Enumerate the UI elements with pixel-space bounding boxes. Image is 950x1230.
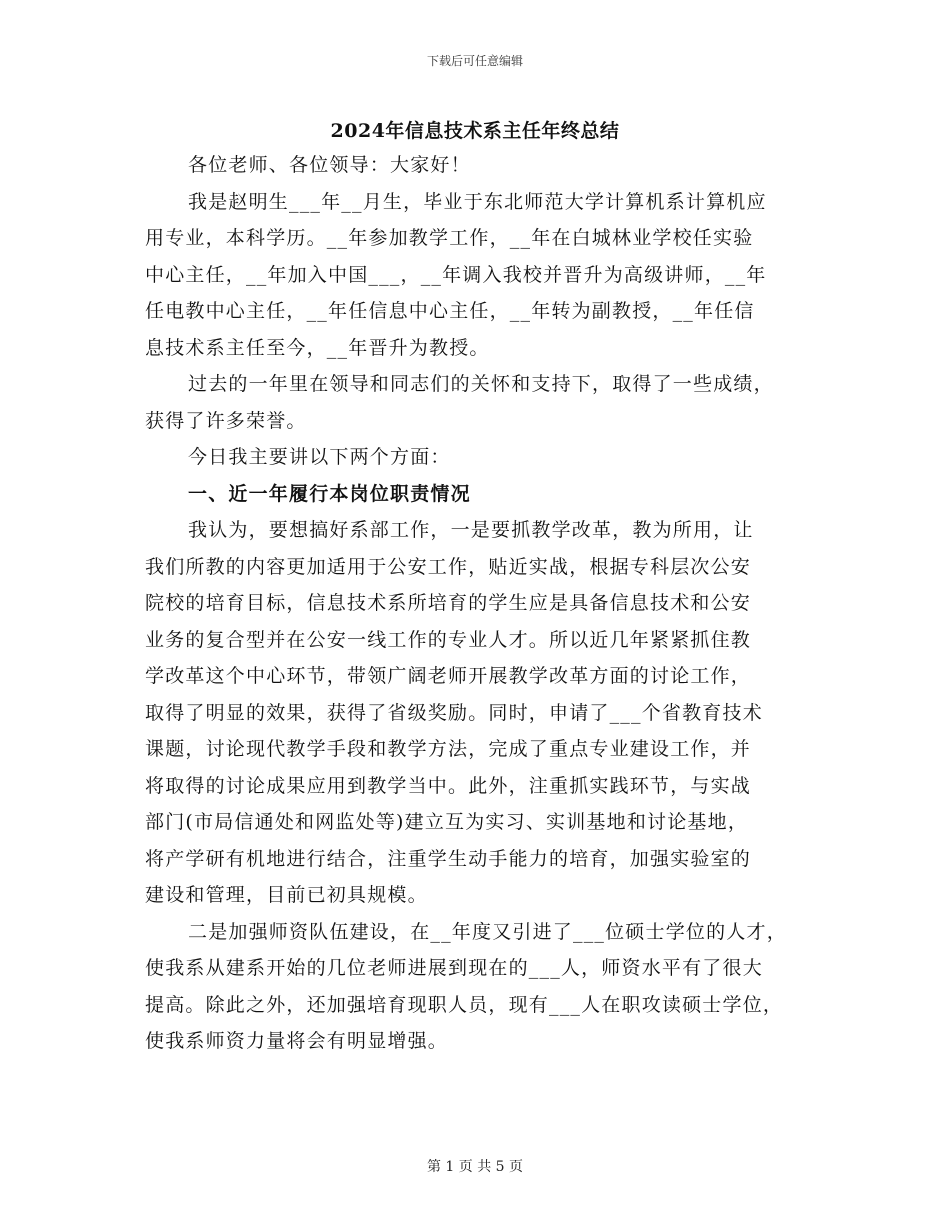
paragraph-line: 我是赵明生___年__月生，毕业于东北师范大学计算机系计算机应 — [188, 190, 767, 213]
paragraph-line: 我们所教的内容更加适用于公安工作，贴近实战，根据专科层次公安 — [145, 555, 752, 578]
paragraph-line: 息技术系主任至今，__年晋升为教授。 — [145, 336, 490, 359]
page-number: 第 1 页 共 5 页 — [426, 1159, 524, 1175]
paragraph-line: 中心主任，__年加入中国___，__年调入我校并晋升为高级讲师，__年 — [145, 263, 767, 286]
paragraph-line: 提高。除此之外，还加强培育现职人员，现有___人在职攻读硕士学位， — [145, 993, 784, 1016]
paragraph-line: 使我系师资力量将会有明显增强。 — [145, 1030, 449, 1052]
paragraph-line: 课题，讨论现代教学手段和教学方法，完成了重点专业建设工作，并 — [145, 738, 752, 760]
document-body — [145, 147, 825, 1060]
paragraph-line: 将产学研有机地进行结合，注重学生动手能力的培育，加强实验室的 — [145, 847, 752, 870]
page-header: 下载后可任意编辑 — [426, 54, 523, 68]
paragraph-line: 取得了明显的效果，获得了省级奖励。同时，申请了___个省教育技术 — [145, 701, 763, 724]
paragraph-teaching-reform — [145, 512, 825, 914]
paragraph-outline — [145, 439, 825, 476]
paragraph-line: 使我系从建系开始的几位老师进展到现在的___人，师资水平有了很大 — [145, 957, 763, 979]
paragraph-line: 将取得的讨论成果应用到教学当中。此外，注重抓实践环节，与实战 — [145, 774, 752, 797]
paragraph-past-year — [145, 366, 825, 439]
paragraph-line: 我认为，要想搞好系部工作，一是要抓教学改革，教为所用，让 — [188, 519, 754, 541]
section-heading — [145, 476, 825, 513]
paragraph-line: 部门(市局信通处和网监处等)建立互为实习、实训基地和讨论基地， — [145, 811, 749, 833]
paragraph-line: 获得了许多荣誉。 — [145, 409, 307, 432]
section-heading-text: 一、近一年履行本岗位职责情况 — [188, 482, 471, 505]
paragraph-introduction — [145, 184, 825, 367]
paragraph-line: 各位老师、各位领导：大家好！ — [188, 154, 471, 176]
paragraph-greeting — [145, 147, 825, 184]
document-title: 2024年信息技术系主任年终总结 — [330, 120, 620, 142]
paragraph-line: 任电教中心主任，__年任信息中心主任，__年转为副教授，__年任信 — [145, 300, 755, 322]
paragraph-line: 业务的复合型并在公安一线工作的专业人才。所以近几年紧紧抓住教 — [145, 628, 752, 651]
paragraph-faculty — [145, 914, 825, 1060]
paragraph-line: 今日我主要讲以下两个方面： — [188, 446, 451, 468]
paragraph-line: 学改革这个中心环节，带领广阔老师开展教学改革方面的讨论工作， — [145, 665, 752, 687]
paragraph-line: 用专业，本科学历。__年参加教学工作，__年在白城林业学校任实验 — [145, 227, 754, 249]
paragraph-line: 建设和管理，目前已初具规模。 — [145, 884, 428, 906]
paragraph-line: 过去的一年里在领导和同志们的关怀和支持下，取得了一些成绩， — [188, 373, 774, 395]
paragraph-line: 院校的培育目标，信息技术系所培育的学生应是具备信息技术和公安 — [145, 592, 752, 614]
paragraph-line: 二是加强师资队伍建设，在__年度又引进了___位硕士学位的人才， — [188, 920, 787, 943]
